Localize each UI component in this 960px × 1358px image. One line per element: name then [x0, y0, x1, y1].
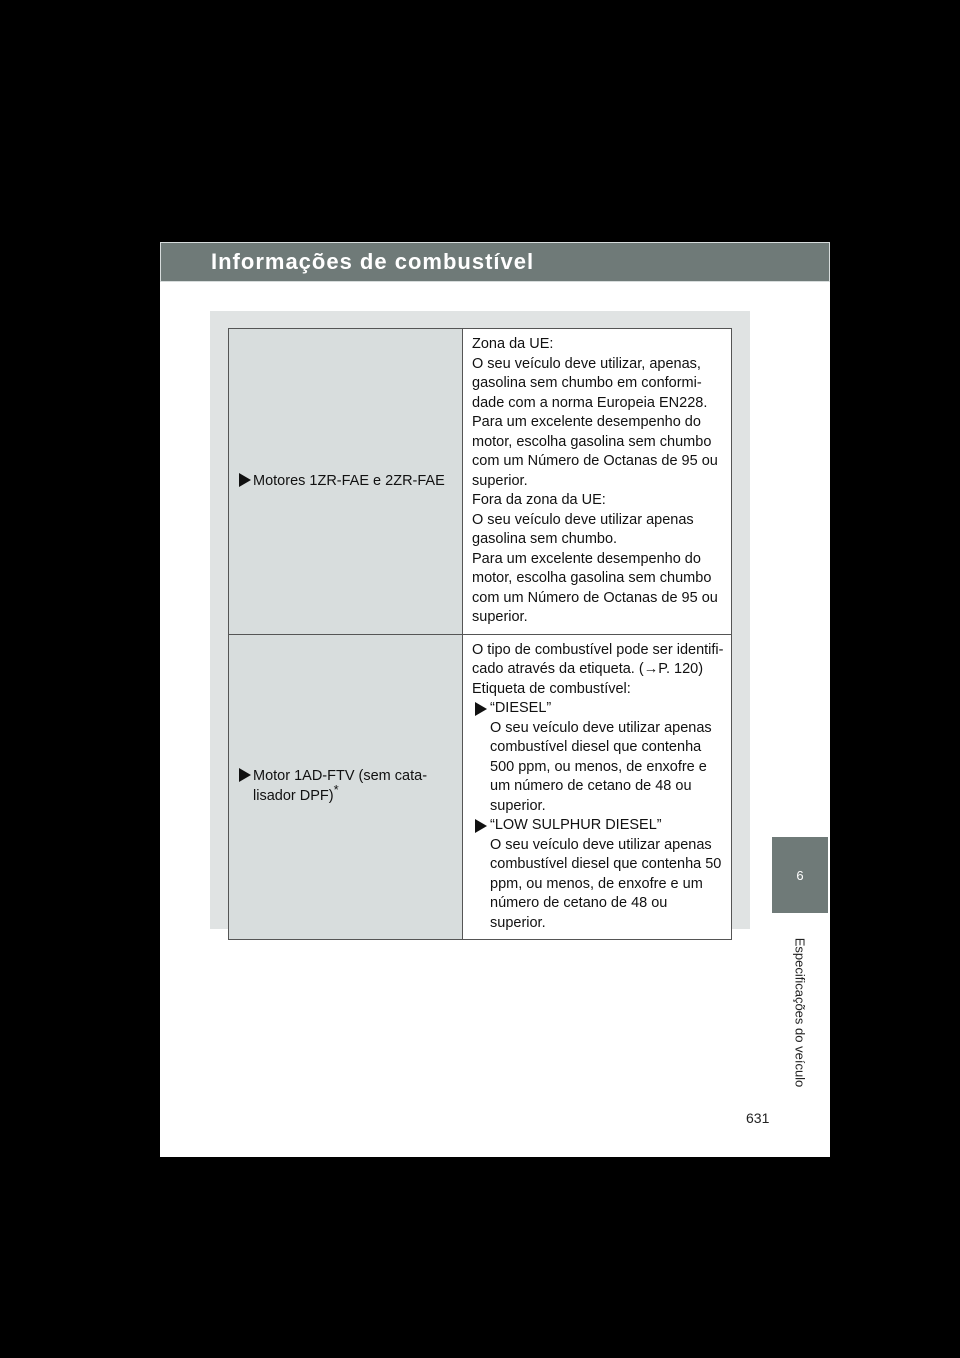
manual-page: [160, 242, 830, 1157]
description-line: Para um excelente desempenho do motor, escolha gasolina sem chumbo com um Número de Octanas de 95 ou superior.: [472, 550, 718, 625]
fuel-label-name: “LOW SULPHUR DIESEL”: [490, 817, 662, 833]
triangle-bullet-icon: [239, 473, 251, 487]
description-line: Fora da zona da UE:: [472, 492, 606, 508]
fuel-label-name: “DIESEL”: [490, 700, 552, 716]
triangle-bullet-icon: [475, 702, 487, 716]
triangle-bullet-icon: [475, 819, 487, 833]
description-line: O seu veículo deve utilizar apenas gasolina sem chumbo.: [472, 511, 694, 547]
fuel-label-item: [472, 699, 725, 816]
page-title: Informações de combustível: [211, 249, 535, 274]
chapter-tab: [772, 837, 828, 913]
chapter-label-text: Especificações do veículo: [792, 937, 808, 1087]
triangle-bullet-icon: [239, 768, 251, 782]
fuel-info-box: [210, 311, 750, 929]
description-line: Etiqueta de combustível:: [472, 680, 631, 697]
header-bar: [160, 242, 830, 282]
footnote-mark: *: [333, 781, 339, 797]
description-line: Para um excelente desempenho do motor, escolha gasolina sem chumbo com um Número de Octanas de 95 ou superior.: [472, 414, 718, 489]
fuel-label-text: O seu veículo deve utilizar apenas combustível diesel que contenha 500 ppm, ou menos, de enxofre e um número de cetano de 48 ou superior.: [490, 719, 712, 814]
description-line: O seu veículo deve utilizar, apenas, gasolina sem chumbo em conformi-dade com a norma Europeia EN228.: [472, 355, 708, 411]
description-cell: [463, 634, 732, 940]
table-row: [229, 634, 732, 940]
fuel-label-item: [472, 816, 725, 933]
engine-label: Motores 1ZR-FAE e 2ZR-FAE: [253, 472, 445, 489]
chapter-label: [772, 922, 828, 1102]
page-number: 631: [746, 1110, 770, 1126]
engine-cell: [229, 329, 463, 635]
description-line: Zona da UE:: [472, 336, 554, 352]
engine-cell: [229, 634, 463, 940]
fuel-table: [228, 328, 732, 940]
engine-label: Motor 1AD-FTV (sem cata-lisador DPF): [253, 768, 428, 804]
description-cell: [463, 329, 732, 635]
chapter-number: 6: [796, 867, 804, 883]
table-row: [229, 329, 732, 635]
description-line: O tipo de combustível pode ser identifi-cado através da etiqueta. (→P. 120): [472, 641, 724, 677]
fuel-label-text: O seu veículo deve utilizar apenas combustível diesel que contenha 50 ppm, ou menos, de enxofre e um número de cetano de 48 ou superior.: [490, 836, 722, 931]
